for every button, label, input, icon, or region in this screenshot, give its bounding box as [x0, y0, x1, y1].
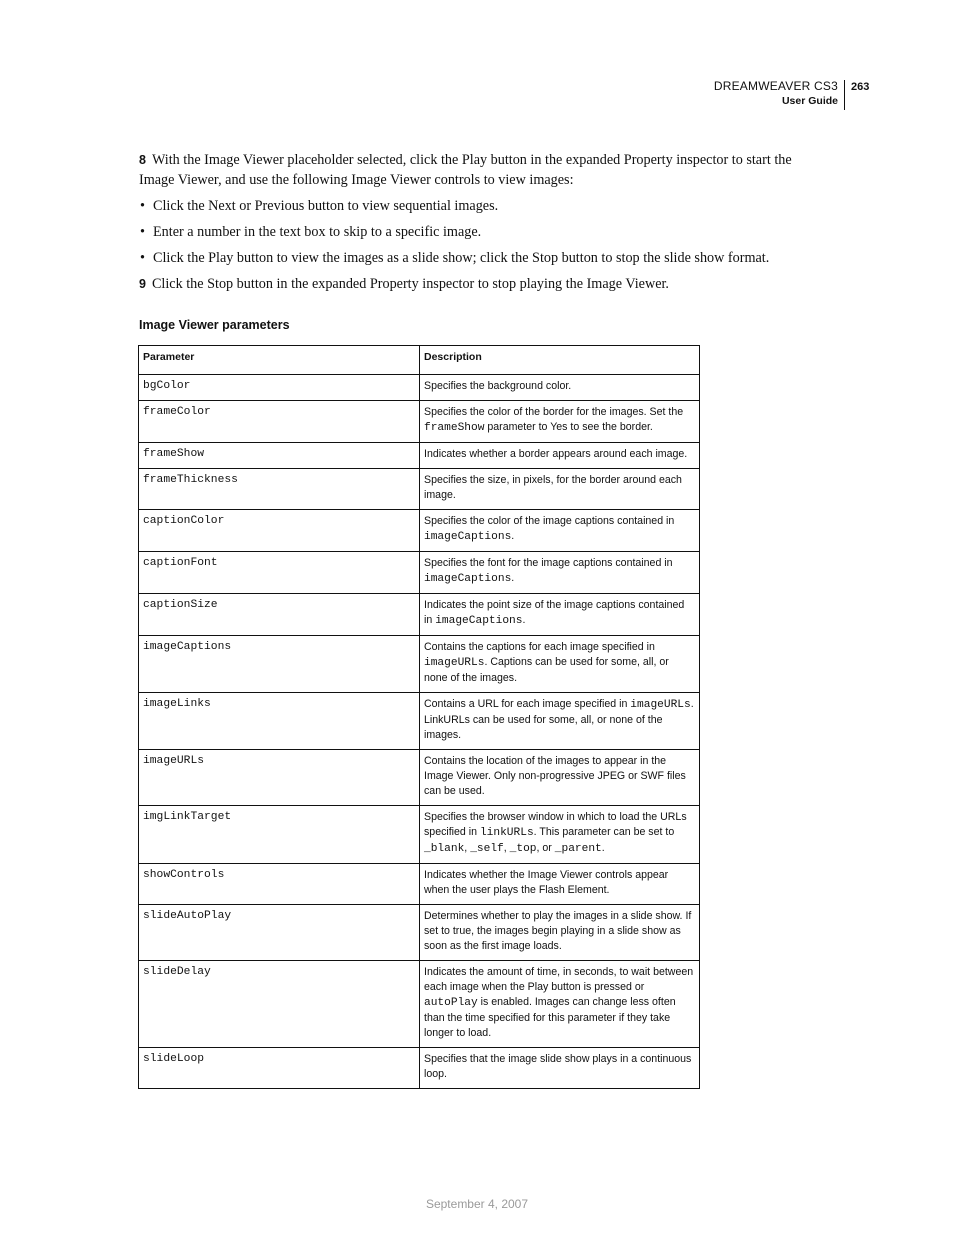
description-text: Indicates whether a border appears around each image. [424, 448, 688, 460]
description-cell [420, 636, 700, 693]
code-term: imageCaptions [424, 573, 512, 585]
description-text: Specifies the color of the image captions contained in [424, 515, 675, 527]
parameter-cell: frameShow [139, 443, 420, 469]
code-term: imageURLs [630, 699, 691, 711]
description-text: Determines whether to play the images in a slide show. If set to true, the images begin playing in a slide show as soon as the first image loads. [424, 910, 692, 952]
code-term: _blank [424, 843, 465, 855]
step-number: 8 [139, 153, 146, 167]
description-text: Specifies the browser window in which to load the URLs specified in [424, 811, 687, 838]
description-cell [420, 469, 700, 510]
description-cell [420, 443, 700, 469]
description-text: . LinkURLs can be used for some, all, or none of the images. [424, 698, 694, 741]
code-term: _parent [554, 843, 602, 855]
table-header-row [139, 346, 700, 375]
code-term: imageCaptions [435, 615, 523, 627]
description-text: parameter to Yes to see the border. [484, 421, 653, 433]
parameter-cell: showControls [139, 864, 420, 905]
table-row [139, 693, 700, 750]
table-row [139, 401, 700, 443]
description-text: Indicates the point size of the image captions contained in [424, 599, 685, 626]
table-row [139, 594, 700, 636]
description-cell [420, 401, 700, 443]
table-row [139, 864, 700, 905]
description-text: Specifies the color of the border for the images. Set the [424, 406, 684, 418]
description-text: . [601, 842, 605, 854]
description-text: . [511, 530, 515, 542]
table-row [139, 552, 700, 594]
description-cell [420, 864, 700, 905]
description-text: , [503, 842, 510, 854]
parameter-cell: slideLoop [139, 1048, 420, 1089]
code-term: autoPlay [424, 997, 478, 1009]
bullet-item [139, 222, 829, 242]
bullet-text: Click the Next or Previous button to view sequential images. [153, 198, 499, 214]
code-term: imageCaptions [424, 531, 512, 543]
description-text: Specifies the font for the image captions contained in [424, 557, 673, 569]
bullet-glyph: • [140, 224, 145, 240]
description-text: . Captions can be used for some, all, or none of the images. [424, 656, 669, 684]
description-text: . This parameter can be set to [533, 826, 675, 838]
step-text: With the Image Viewer placeholder selected, click the Play button in the expanded Property inspector to start the Image Viewer, and use the following Image Viewer controls to view images: [139, 152, 792, 188]
bullet-item [139, 196, 829, 216]
running-header [713, 78, 870, 109]
table-row [139, 806, 700, 864]
table-title: Image Viewer parameters [139, 318, 290, 332]
table-row [139, 636, 700, 693]
code-term: imageURLs [424, 657, 485, 669]
bullet-text: Enter a number in the text box to skip to a specific image. [153, 224, 482, 240]
table-row [139, 443, 700, 469]
description-text: Contains a URL for each image specified in [424, 698, 631, 710]
table-row [139, 1048, 700, 1089]
page-number: 263 [844, 80, 869, 110]
description-cell [420, 806, 700, 864]
step-number: 9 [139, 277, 146, 291]
description-text: . [511, 572, 515, 584]
guide-name: User Guide [781, 95, 838, 107]
parameter-cell: slideAutoPlay [139, 905, 420, 961]
parameter-cell: captionColor [139, 510, 420, 552]
bullet-glyph: • [140, 250, 145, 266]
description-cell [420, 594, 700, 636]
column-header-parameter: Parameter [139, 346, 420, 375]
description-text: , or [536, 842, 555, 854]
parameter-cell: slideDelay [139, 961, 420, 1048]
step-text: Click the Stop button in the expanded Property inspector to stop playing the Image Viewer. [151, 276, 669, 292]
table-row [139, 750, 700, 806]
product-name: DREAMWEAVER CS3 [713, 79, 838, 93]
parameter-cell: captionFont [139, 552, 420, 594]
description-cell [420, 961, 700, 1048]
code-term: _top [509, 843, 537, 855]
bullet-item [139, 248, 829, 268]
bullet-glyph: • [140, 198, 145, 214]
description-cell [420, 1048, 700, 1089]
table-row [139, 510, 700, 552]
step-8 [139, 150, 829, 190]
description-text: Indicates whether the Image Viewer controls appear when the user plays the Flash Element. [424, 869, 669, 896]
description-text: Specifies the background color. [424, 380, 572, 392]
parameter-cell: frameColor [139, 401, 420, 443]
description-cell [420, 750, 700, 806]
parameter-cell: frameThickness [139, 469, 420, 510]
table-row [139, 469, 700, 510]
description-cell [420, 693, 700, 750]
description-text: Specifies that the image slide show plays in a continuous loop. [424, 1053, 692, 1080]
description-text: , [464, 842, 471, 854]
description-text: is enabled. Images can change less often than the time specified for this parameter if they take longer to load. [424, 996, 676, 1039]
table-row [139, 961, 700, 1048]
description-text: Specifies the size, in pixels, for the border around each image. [424, 474, 682, 501]
parameter-cell: imgLinkTarget [139, 806, 420, 864]
code-term: _self [470, 843, 504, 855]
description-text: Contains the captions for each image specified in [424, 641, 655, 653]
description-text: Contains the location of the images to appear in the Image Viewer. Only non-progressive JPEG or SWF files can be used. [424, 755, 686, 797]
table-body [139, 375, 700, 1089]
column-header-description: Description [420, 346, 700, 375]
description-cell [420, 375, 700, 401]
description-text: . [522, 614, 526, 626]
parameter-cell: imageLinks [139, 693, 420, 750]
bullet-text: Click the Play button to view the images as a slide show; click the Stop button to stop the slide show format. [153, 250, 770, 266]
table-row [139, 375, 700, 401]
body-text [139, 150, 829, 300]
description-cell [420, 510, 700, 552]
code-term: frameShow [424, 422, 485, 434]
step-9 [139, 274, 829, 294]
parameter-cell: imageURLs [139, 750, 420, 806]
description-cell [420, 552, 700, 594]
description-text: Indicates the amount of time, in seconds, to wait between each image when the Play button is pressed or [424, 966, 694, 993]
table-row [139, 905, 700, 961]
parameter-cell: imageCaptions [139, 636, 420, 693]
parameters-table [138, 345, 700, 1089]
parameter-cell: captionSize [139, 594, 420, 636]
parameter-cell: bgColor [139, 375, 420, 401]
code-term: linkURLs [479, 827, 534, 839]
footer-date: September 4, 2007 [425, 1197, 529, 1211]
description-cell [420, 905, 700, 961]
